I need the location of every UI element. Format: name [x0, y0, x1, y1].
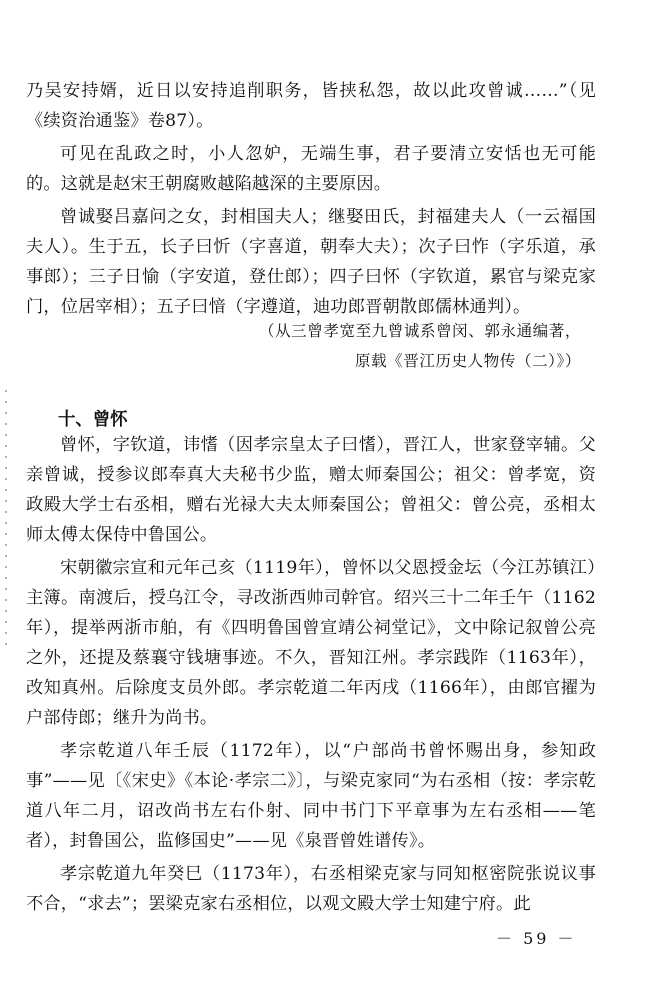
source-citation-line-1: （从三曾孝宽至九曾诚系曾闵、郭永通编著， [258, 322, 581, 340]
source-citation-line-2: 原载《晋江历史人物传（二）》） [354, 352, 581, 370]
source-citation [61, 316, 581, 376]
paragraph-chancellor: 孝宗乾道八年壬辰（1172年），以“户部尚书曾怀赐出身，参知政事”——见〔《宋史》《本论·孝宗二》〕，与梁克家同“为右丞相（按：孝宗乾道八年二月，诏改尚书左右仆射、同中书门下平章事为左右丞相——笔者），封鲁国公，监修国史”——见《泉晋曾姓谱传》。 [26, 741, 596, 851]
paragraph-career: 宋朝徽宗宣和元年己亥（1119年），曾怀以父恩授金坛（今江苏镇江）主簿。南渡后，授乌江令，寻改浙西帅司幹官。绍兴三十二年壬午（1162年），提举两浙市舶，有《四明鲁国曾宣靖公祠堂记》，文中除记叙曾公亮之外，还提及蔡襄守钱塘事迹。不久，晋知江州。孝宗践阼（1163年），改知真州。后除度支员外郎。孝宗乾道二年丙戌（1166年），由郎官擢为户部侍郎；继升为尚书。 [26, 558, 596, 728]
top-text-block [26, 76, 596, 322]
page-number: － 59 － [496, 929, 577, 948]
paragraph-chaos-politics: 可见在乱政之时，小人忽妒，无端生事，君子要清立安恬也无可能的。这就是赵宋王朝腐败越陷越深的主要原因。 [26, 144, 596, 194]
paragraph-biography: 曾怀，字钦道，讳愭（因孝宗皇太子曰愭），晋江人，世家登宰辅。父亲曾诚，授参议郎奉真大夫秘书少监，赠太师秦国公；祖父：曾孝宽，资政殿大学士右丞相，赠右光禄大夫太师秦国公；曾祖父：曾公亮，丞相太师太傅太保侍中鲁国公。 [26, 435, 596, 545]
bottom-text-block [26, 430, 596, 919]
section-heading: 十、曾怀 [58, 410, 128, 430]
paragraph-family: 曾诚娶吕嘉问之女，封相国夫人；继娶田氏，封福建夫人（一云福国夫人）。生于五，长子曰忻（字喜道，朝奉大夫）；次子曰怍（字乐道，承事郎）；三子日愉（字安道，登仕郎）；四子曰怀（字钦道，累官与梁克家门，位居宰相）；五子曰愔（字遵道，迪功郎晋朝散郎儒林通判）。 [26, 207, 596, 317]
paragraph-resignation: 孝宗乾道九年癸巳（1173年），右丞相梁克家与同知枢密院张说议事不合，“求去”；罢梁克家右丞相位，以观文殿大学士知建宁府。此 [26, 864, 596, 914]
binding-edge-marks [5, 390, 8, 654]
paragraph-continuation: 乃吴安持婿，近日以安持追削职务，皆挟私怨，故以此攻曾诚……”（见《续资治通鉴》卷87）。 [26, 81, 596, 131]
